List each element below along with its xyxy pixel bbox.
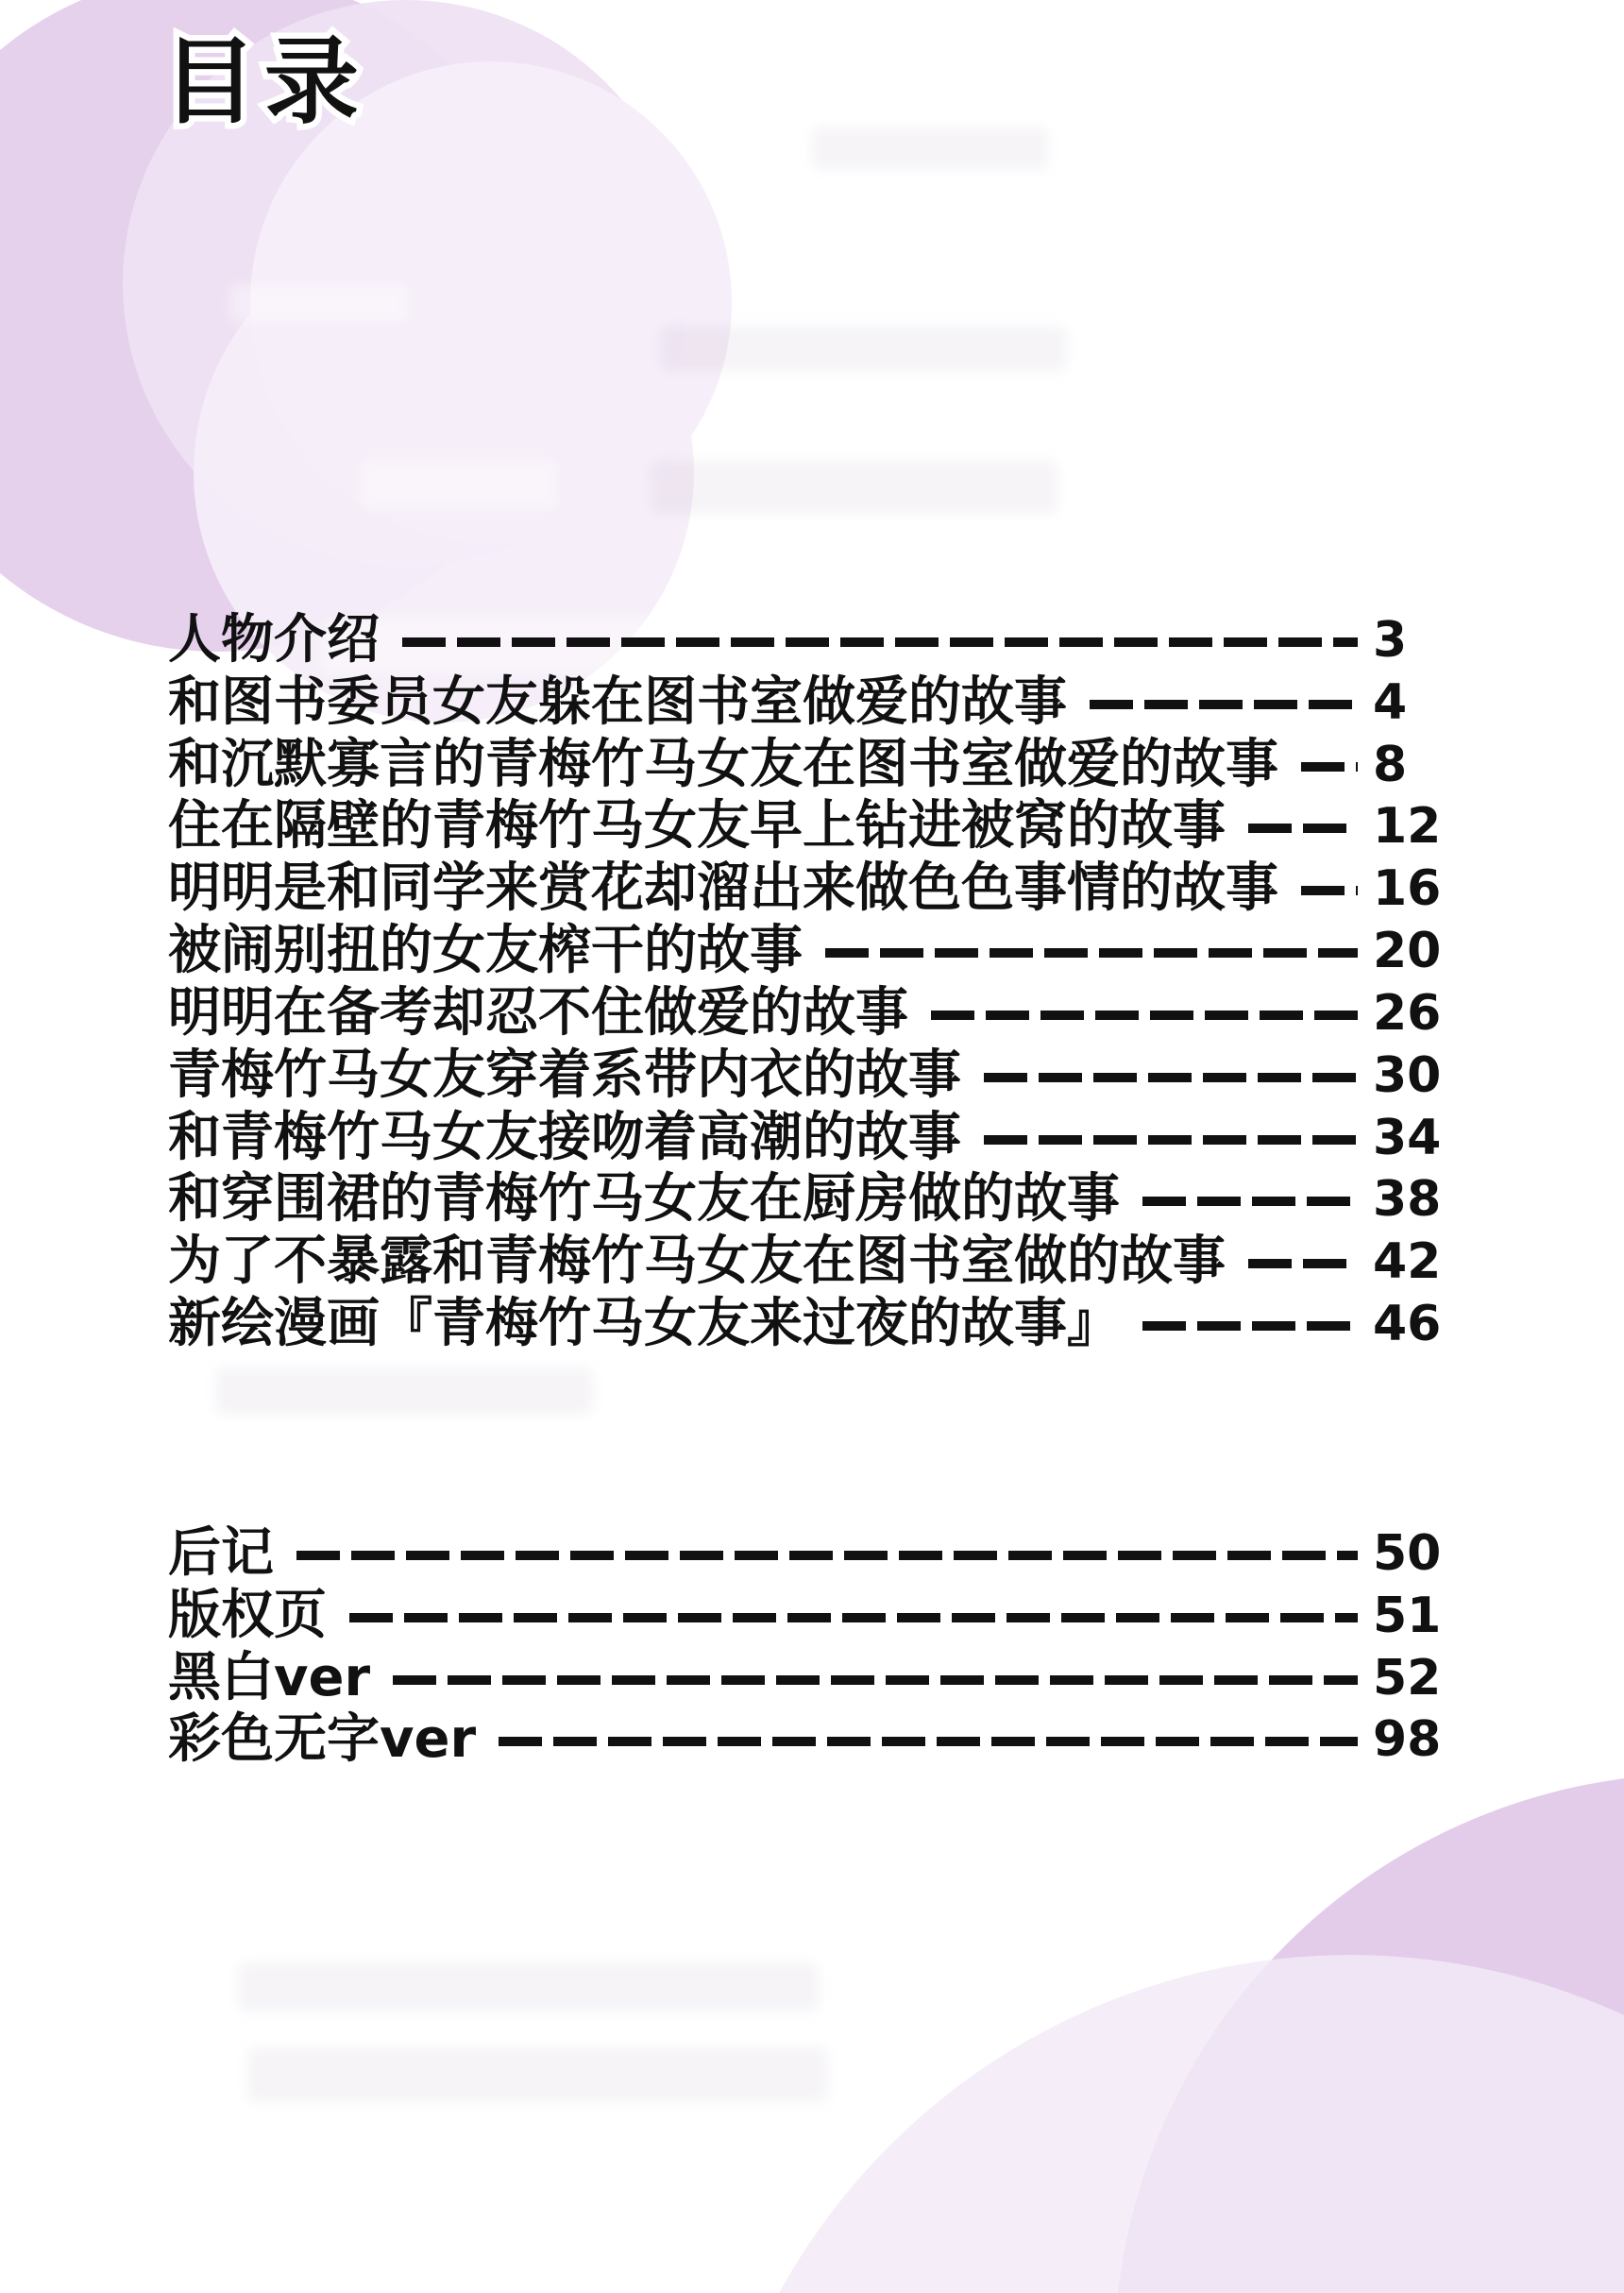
toc-item	[168, 1585, 1463, 1647]
toc-item-title: 黑白ver	[168, 1646, 371, 1708]
toc-item-page: 4	[1373, 673, 1408, 731]
leader-dashes	[1248, 824, 1358, 833]
leader-dashes	[296, 1551, 1358, 1560]
toc-item-page: 12	[1373, 798, 1442, 856]
toc-item-page: 46	[1373, 1296, 1442, 1353]
toc-item-page: 42	[1373, 1233, 1442, 1291]
toc-item-page: 34	[1373, 1109, 1442, 1166]
toc-item-title: 和图书委员女友躲在图书室做爱的故事	[168, 671, 1067, 733]
erased-text-remnant	[359, 458, 557, 510]
leader-dashes	[1301, 886, 1358, 895]
toc-item	[168, 858, 1463, 920]
leader-dashes	[1248, 1259, 1358, 1268]
erased-text-remnant	[215, 1367, 593, 1415]
toc-item-page: 30	[1373, 1046, 1442, 1104]
toc-item-page: 26	[1373, 984, 1442, 1042]
toc-item	[168, 671, 1463, 734]
page-title: 目录	[162, 26, 366, 137]
leader-dashes	[349, 1613, 1358, 1622]
toc-item-title: 住在隔壁的青梅竹马女友早上钻进被窝的故事	[168, 795, 1226, 858]
toc-item-title: 和穿围裙的青梅竹马女友在厨房做的故事	[168, 1168, 1120, 1231]
toc-item	[168, 734, 1463, 796]
toc-item	[168, 1107, 1463, 1169]
toc-item-title: 后记	[168, 1521, 274, 1584]
leader-dashes	[393, 1675, 1358, 1685]
toc-item-title: 明明在备考却忍不住做爱的故事	[168, 981, 908, 1044]
toc-item-title: 新绘漫画『青梅竹马女友来过夜的故事』	[168, 1293, 1120, 1355]
toc-item	[168, 1231, 1463, 1293]
toc-item-page: 38	[1373, 1171, 1442, 1229]
toc-item-title: 被闹别扭的女友榨干的故事	[168, 920, 803, 982]
toc-item-title: 明明是和同学来赏花却溜出来做色色事情的故事	[168, 858, 1278, 920]
toc-item-title: 青梅竹马女友穿着系带内衣的故事	[168, 1044, 961, 1106]
toc-item-title: 人物介绍	[168, 608, 380, 671]
leader-dashes	[1142, 1197, 1358, 1206]
erased-text-remnant	[812, 127, 1048, 170]
erased-text-remnant	[247, 2047, 828, 2102]
toc-item	[168, 920, 1463, 982]
leader-dashes	[825, 948, 1358, 958]
toc-item	[168, 1708, 1463, 1771]
toc-item-title: 和沉默寡言的青梅竹马女友在图书室做爱的故事	[168, 733, 1278, 795]
toc-item	[168, 1168, 1463, 1231]
toc-item-title: 为了不暴露和青梅竹马女友在图书室做的故事	[168, 1231, 1226, 1293]
toc-section-extras	[168, 1522, 1463, 1771]
leader-dashes	[931, 1011, 1358, 1020]
toc-section-chapters	[168, 609, 1463, 1355]
erased-text-remnant	[229, 283, 409, 323]
toc-item-page: 16	[1373, 860, 1442, 918]
leader-dashes	[1301, 762, 1358, 772]
toc-item	[168, 982, 1463, 1045]
toc-item-title: 彩色无字ver	[168, 1708, 477, 1771]
leader-dashes	[1090, 700, 1358, 709]
toc-item-title: 版权页	[168, 1584, 327, 1646]
toc-item-page: 3	[1373, 611, 1408, 669]
leader-dashes	[499, 1737, 1358, 1746]
erased-text-remnant	[651, 461, 1057, 514]
toc-item-page: 51	[1373, 1587, 1442, 1644]
decor-circle-bottom-right-light	[699, 1955, 1624, 2293]
leader-dashes	[1142, 1321, 1358, 1331]
toc-item	[168, 1522, 1463, 1585]
leader-dashes	[402, 637, 1358, 647]
toc-item-title: 和青梅竹马女友接吻着高潮的故事	[168, 1106, 961, 1168]
leader-dashes	[984, 1073, 1358, 1082]
toc-item	[168, 1045, 1463, 1107]
leader-dashes	[984, 1135, 1358, 1145]
toc-item	[168, 1293, 1463, 1355]
toc-item-page: 20	[1373, 923, 1442, 980]
toc-item	[168, 1647, 1463, 1709]
erased-text-remnant	[661, 326, 1067, 371]
toc-item-page: 52	[1373, 1649, 1442, 1707]
toc-item-page: 8	[1373, 736, 1408, 793]
toc-item-page: 50	[1373, 1524, 1442, 1582]
toc-item	[168, 795, 1463, 858]
erased-text-remnant	[238, 1962, 819, 2012]
toc-item-page: 98	[1373, 1711, 1442, 1769]
toc-item	[168, 609, 1463, 671]
